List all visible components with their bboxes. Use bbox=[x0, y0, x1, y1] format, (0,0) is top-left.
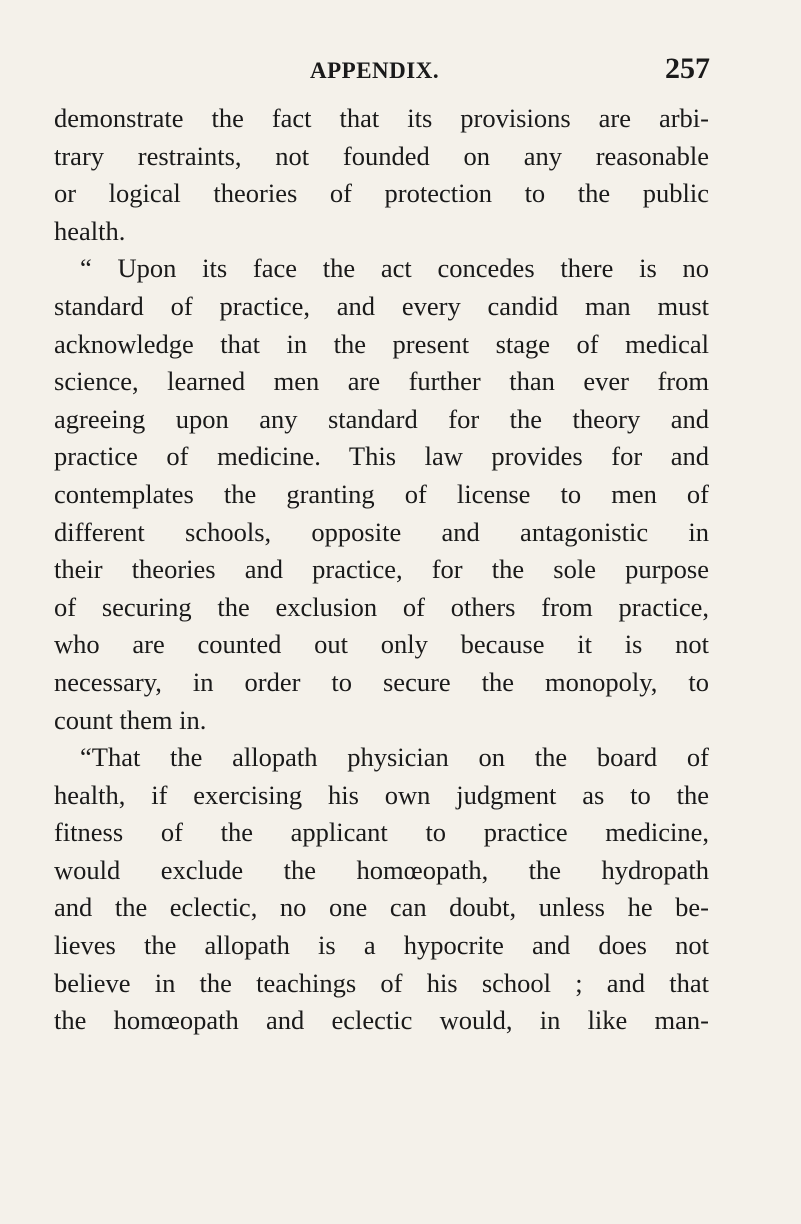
text-line: believe in the teachings of his school ; and that bbox=[54, 967, 709, 998]
text-line: standard of practice, and every candid man must bbox=[54, 290, 709, 321]
text-line: health. bbox=[54, 215, 126, 246]
text-line: health, if exercising his own judgment as to the bbox=[54, 779, 709, 810]
text-line: acknowledge that in the present stage of medical bbox=[54, 328, 709, 359]
text-line: would exclude the homœopath, the hydropath bbox=[54, 854, 709, 885]
text-line: practice of medicine. This law provides for and bbox=[54, 441, 709, 472]
running-head: APPENDIX. bbox=[310, 58, 440, 83]
page-header bbox=[310, 52, 710, 96]
text-line: trary restraints, not founded on any reasonable bbox=[54, 140, 709, 171]
text-line: fitness of the applicant to practice medicine, bbox=[54, 817, 709, 848]
text-line: count them in. bbox=[54, 704, 207, 735]
text-line: the homœopath and eclectic would, in like man- bbox=[54, 1005, 709, 1036]
text-line: or logical theories of protection to the public bbox=[54, 178, 709, 209]
text-line: their theories and practice, for the sole purpose bbox=[54, 554, 709, 585]
text-line: demonstrate the fact that its provisions are arbi- bbox=[54, 103, 709, 133]
text-line: “ Upon its face the act concedes there is no bbox=[80, 253, 709, 284]
text-line: different schools, opposite and antagonistic in bbox=[54, 516, 709, 547]
text-line: lieves the allopath is a hypocrite and does not bbox=[54, 930, 709, 961]
text-line: necessary, in order to secure the monopoly, to bbox=[54, 666, 709, 697]
page-number: 257 bbox=[665, 52, 710, 85]
body-text bbox=[54, 100, 709, 1040]
text-line: agreeing upon any standard for the theory and bbox=[54, 403, 709, 434]
text-line: and the eclectic, no one can doubt, unless he be- bbox=[54, 892, 709, 923]
text-line: who are counted out only because it is not bbox=[54, 629, 709, 660]
text-line: of securing the exclusion of others from practice, bbox=[54, 591, 709, 622]
text-line: contemplates the granting of license to men of bbox=[54, 478, 709, 509]
text-line: “That the allopath physician on the board of bbox=[80, 742, 709, 773]
text-line: science, learned men are further than ever from bbox=[54, 366, 709, 397]
